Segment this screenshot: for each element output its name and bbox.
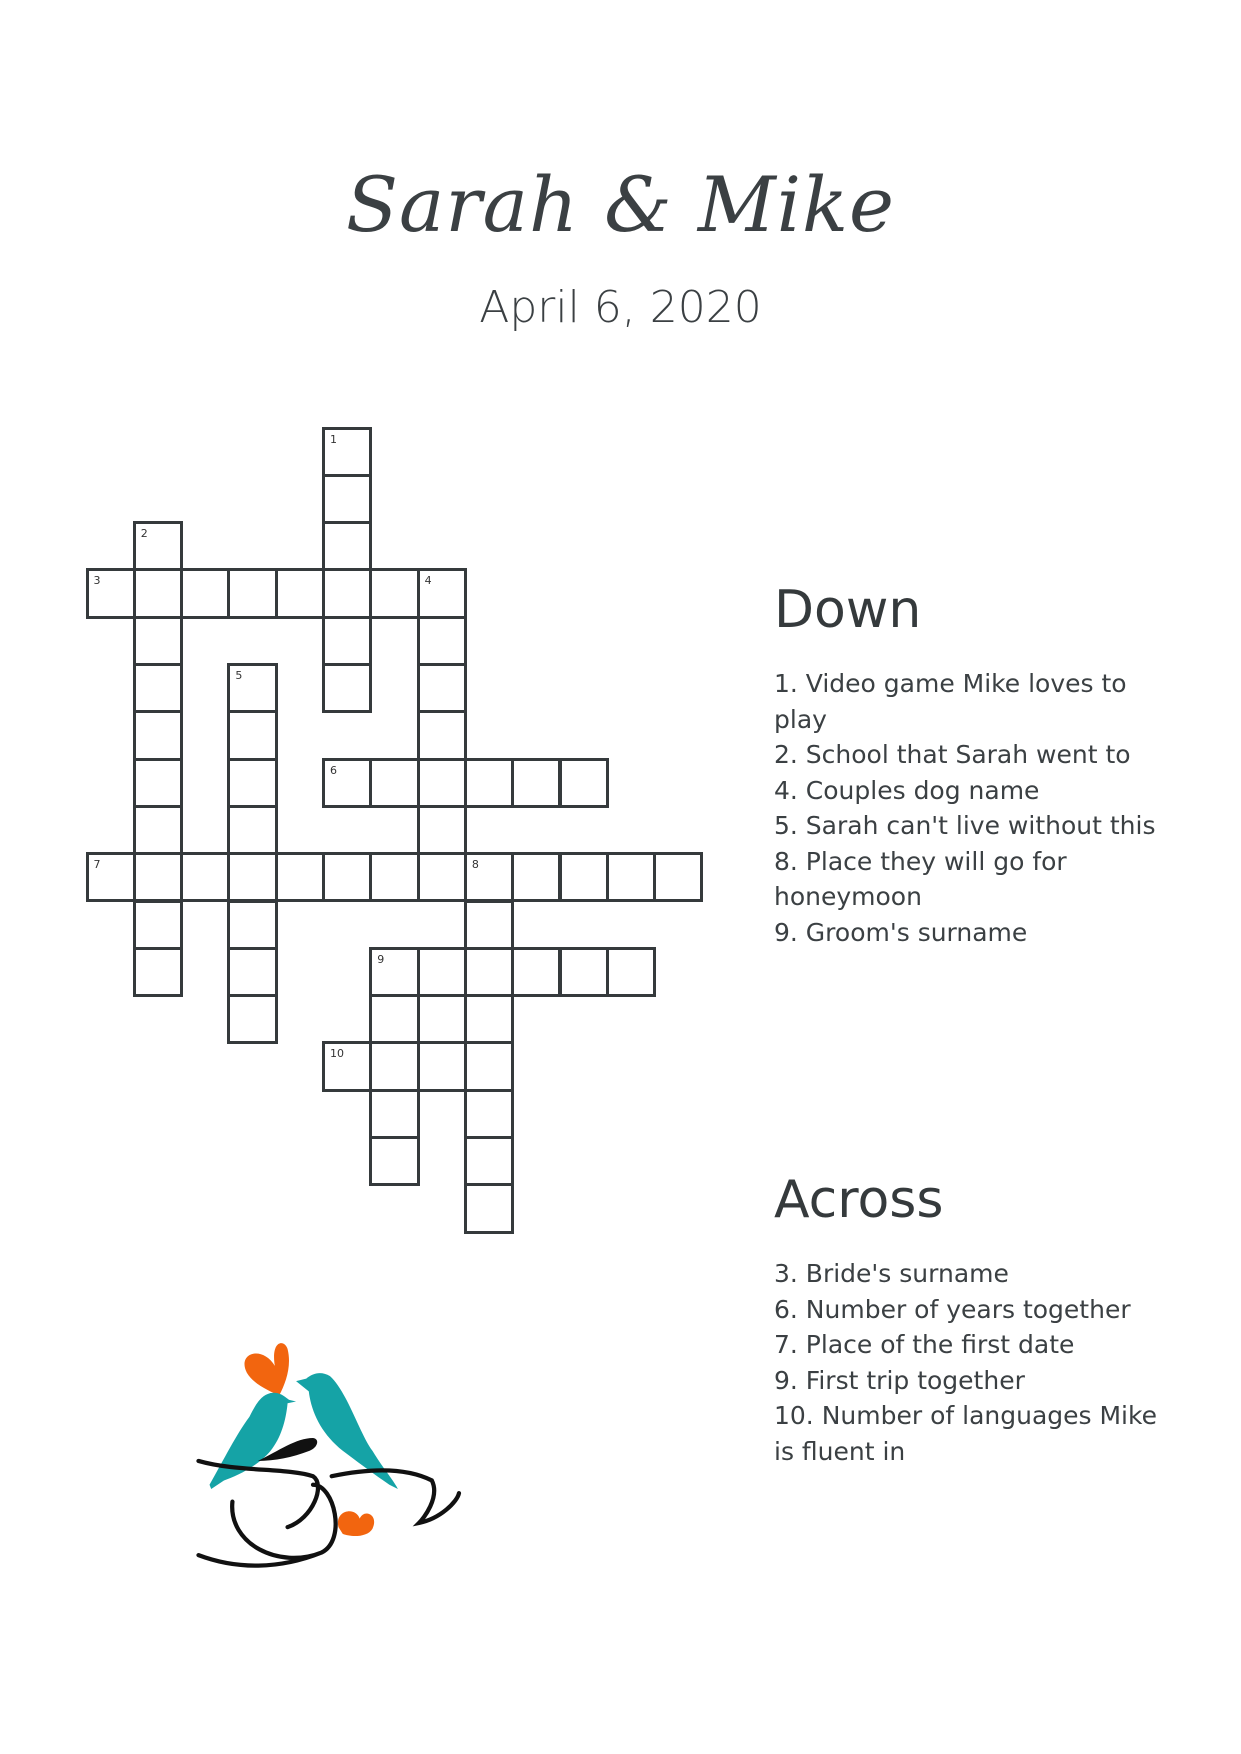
- clue-number: 1: [330, 432, 337, 446]
- clue-number: 9: [377, 952, 385, 966]
- heart-icon: [338, 1511, 374, 1536]
- crossword-cell[interactable]: [511, 947, 561, 997]
- crossword-cell[interactable]: [417, 663, 467, 713]
- crossword-cell[interactable]: [133, 521, 183, 571]
- crossword-cell[interactable]: [322, 568, 372, 618]
- down-clue: 5. Sarah can't live without this: [774, 811, 1156, 840]
- across-clue: 9. First trip together: [774, 1365, 1025, 1395]
- crossword-cell[interactable]: [227, 852, 277, 902]
- crossword-cell[interactable]: [464, 900, 514, 950]
- crossword-cell[interactable]: [369, 994, 419, 1044]
- crossword-cell[interactable]: [227, 758, 277, 808]
- clue-number: 7: [93, 858, 101, 872]
- clue-number: 6: [330, 763, 337, 777]
- crossword-cell[interactable]: [417, 947, 467, 997]
- crossword-cell[interactable]: [133, 758, 183, 808]
- clue-number: 4: [424, 574, 432, 588]
- crossword-cell[interactable]: [180, 568, 230, 618]
- crossword-cell[interactable]: [606, 852, 656, 902]
- crossword-cell[interactable]: [227, 994, 277, 1044]
- crossword-cell[interactable]: [464, 994, 514, 1044]
- crossword-cell[interactable]: [369, 1136, 419, 1186]
- crossword-cell[interactable]: [322, 474, 372, 524]
- crossword-cell[interactable]: [322, 427, 372, 477]
- clue-number: 8: [471, 858, 479, 872]
- crossword-cell[interactable]: [227, 663, 277, 713]
- down-clue: 8. Place they will go for honeymoon: [774, 846, 1067, 911]
- crossword-cell[interactable]: [227, 900, 277, 950]
- crossword-cell[interactable]: [464, 758, 514, 808]
- crossword-cell[interactable]: [606, 947, 656, 997]
- crossword-cell[interactable]: [322, 521, 372, 571]
- crossword-cell[interactable]: [322, 663, 372, 713]
- crossword-cell[interactable]: [653, 852, 703, 902]
- across-clue: 6. Number of years together: [774, 1294, 1131, 1324]
- crossword-cell[interactable]: [322, 758, 372, 808]
- clue-number: 3: [93, 574, 101, 588]
- crossword-cell[interactable]: [275, 568, 325, 618]
- crossword-cell[interactable]: [369, 852, 419, 902]
- couple-names-title: Sarah & Mike: [345, 160, 896, 249]
- clue-number: 10: [330, 1047, 344, 1061]
- across-clue: 3. Bride's surname: [774, 1259, 1009, 1288]
- across-heading: Across: [774, 1170, 944, 1230]
- down-clue: 4. Couples dog name: [774, 775, 1040, 805]
- crossword-cell[interactable]: [369, 947, 419, 997]
- clue-number: 5: [235, 669, 243, 682]
- crossword-cell[interactable]: [133, 710, 183, 760]
- crossword-cell[interactable]: [227, 710, 277, 760]
- down-clue: 1. Video game Mike loves to play: [774, 669, 1127, 734]
- crossword-cell[interactable]: [464, 1041, 514, 1091]
- down-clue: 2. School that Sarah went to: [774, 740, 1131, 769]
- crossword-cell[interactable]: [275, 852, 325, 902]
- crossword-cell[interactable]: [417, 568, 467, 618]
- heart-icon: [244, 1343, 289, 1395]
- crossword-cell[interactable]: [417, 710, 467, 760]
- crossword-cell[interactable]: [559, 758, 609, 808]
- crossword-cell[interactable]: [464, 1183, 514, 1233]
- crossword-cell[interactable]: [133, 900, 183, 950]
- crossword-cell[interactable]: [227, 947, 277, 997]
- crossword-cell[interactable]: [133, 616, 183, 666]
- crossword-cell[interactable]: [322, 1041, 372, 1091]
- crossword-cell[interactable]: [369, 1041, 419, 1091]
- crossword-cell[interactable]: [417, 616, 467, 666]
- crossword-cell[interactable]: [559, 947, 609, 997]
- crossword-cell[interactable]: [511, 852, 561, 902]
- crossword-cell[interactable]: [369, 758, 419, 808]
- wedding-date: April 6, 2020: [479, 282, 762, 333]
- crossword-cell[interactable]: [180, 852, 230, 902]
- down-clue: 9. Groom's surname: [774, 917, 1028, 947]
- clue-number: 2: [140, 527, 148, 541]
- down-clues: [774, 666, 1174, 950]
- crossword-cell[interactable]: [322, 852, 372, 902]
- crossword-cell[interactable]: [86, 568, 136, 618]
- crossword-cell[interactable]: [417, 805, 467, 855]
- crossword-cell[interactable]: [369, 568, 419, 618]
- crossword-cell[interactable]: [227, 805, 277, 855]
- crossword-cell[interactable]: [417, 758, 467, 808]
- crossword-cell[interactable]: [464, 1136, 514, 1186]
- crossword-cell[interactable]: [227, 568, 277, 618]
- crossword-cell[interactable]: [369, 1089, 419, 1139]
- across-clue: 7. Place of the first date: [774, 1330, 1075, 1359]
- crossword-cell[interactable]: [133, 568, 183, 618]
- crossword-cell[interactable]: [417, 852, 467, 902]
- crossword-cell[interactable]: [133, 663, 183, 713]
- crossword-cell[interactable]: [133, 852, 183, 902]
- crossword-cell[interactable]: [511, 758, 561, 808]
- crossword-cell[interactable]: [417, 1041, 467, 1091]
- crossword-cell[interactable]: [464, 1089, 514, 1139]
- crossword-cell[interactable]: [464, 852, 514, 902]
- down-heading: Down: [774, 580, 922, 640]
- crossword-cell[interactable]: [133, 947, 183, 997]
- swirl-branch: [198, 1461, 458, 1566]
- bird-left: [210, 1393, 297, 1489]
- crossword-cell[interactable]: [322, 616, 372, 666]
- crossword-cell[interactable]: [559, 852, 609, 902]
- crossword-cell[interactable]: [464, 947, 514, 997]
- across-clues: [774, 1256, 1174, 1469]
- crossword-cell[interactable]: [133, 805, 183, 855]
- love-birds-illustration: [170, 1315, 490, 1595]
- across-clue: 10. Number of languages Mike is fluent in: [774, 1401, 1157, 1466]
- crossword-cell[interactable]: [86, 852, 136, 902]
